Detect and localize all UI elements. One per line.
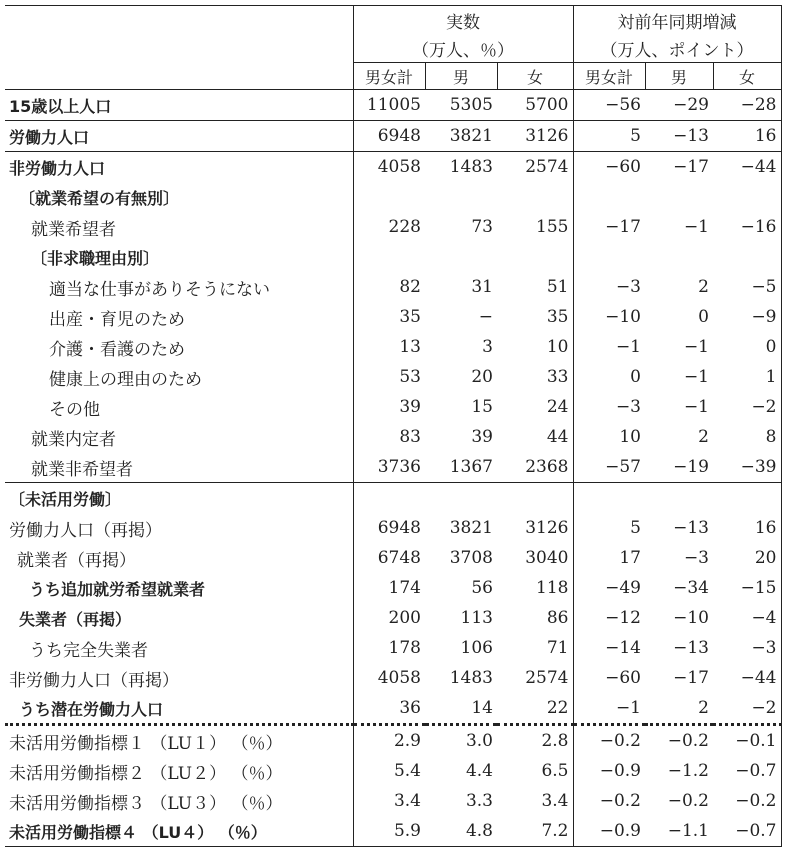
cell: −1 [573, 693, 645, 725]
cell: 118 [536, 578, 569, 598]
cell: 39 [399, 397, 421, 417]
cell: 2.9 [353, 725, 425, 757]
cell: −9 [713, 302, 781, 332]
cell: 2368 [497, 452, 573, 483]
cell: 2574 [525, 668, 569, 688]
cell: 35 [546, 307, 569, 327]
cell: 10 [546, 337, 569, 357]
cell: −13 [645, 121, 713, 152]
row-label: 就業者（再掲） [5, 543, 353, 573]
header-row-1 [5, 6, 781, 35]
cell: 3821 [425, 121, 497, 152]
cell: −0.9 [573, 816, 645, 847]
cell: −12 [573, 603, 645, 633]
cell: −0.2 [713, 786, 781, 816]
cell: 33 [546, 367, 569, 387]
row-label: 労働力人口（再掲） [5, 513, 353, 543]
row-label: 〔就業希望の有無別〕 [5, 182, 353, 212]
col-female: 女 [497, 63, 573, 90]
cell: −60 [573, 663, 645, 693]
cell: 53 [399, 367, 421, 387]
cell: −13 [673, 518, 709, 538]
cell: −19 [645, 452, 713, 483]
cell: −17 [673, 157, 709, 177]
cell: 4058 [377, 668, 421, 688]
cell: −10 [573, 302, 645, 332]
cell: 31 [471, 277, 493, 297]
row-label: 就業非希望者 [5, 452, 353, 483]
table-row [5, 332, 781, 362]
cell: 5.4 [393, 761, 421, 781]
table-row [5, 663, 781, 693]
cell: 8 [713, 422, 781, 452]
row-label: うち追加就労希望就業者 [5, 573, 353, 603]
cell: −1 [683, 337, 709, 357]
row-label: 適当な仕事がありそうにない [5, 272, 353, 302]
cell: 1483 [449, 668, 493, 688]
table-row [5, 302, 781, 332]
cell: 71 [546, 638, 569, 658]
row-label: 未活用労働指標４ （LU４） （％） [5, 816, 353, 847]
cell: −0.7 [713, 756, 781, 786]
cell: 83 [399, 427, 421, 447]
cell: −0.1 [713, 725, 781, 757]
cell: 36 [399, 698, 421, 718]
cell: 56 [471, 578, 493, 598]
cell: −44 [713, 663, 781, 693]
cell: −39 [713, 452, 781, 483]
header-subcols [5, 63, 781, 90]
cell: 6948 [377, 518, 421, 538]
cell: −1 [683, 397, 709, 417]
cell: −16 [713, 212, 781, 242]
row-label: 出産・育児のため [5, 302, 353, 332]
cell: −57 [573, 452, 645, 483]
table-row [5, 242, 781, 272]
cell: 16 [713, 513, 781, 543]
table-row [5, 152, 781, 183]
header-change-unit: （万人、ポイント） [573, 34, 781, 63]
table-row [5, 543, 781, 573]
cell: −28 [713, 90, 781, 121]
cell: −0.2 [573, 725, 645, 757]
row-label: 未活用労働指標１ （LU１） （％） [5, 725, 353, 757]
col-change-total: 男女計 [573, 63, 645, 90]
row-label: うち潜在労働力人口 [5, 693, 353, 725]
row-label: 未活用労働指標３ （LU３） （％） [5, 786, 353, 816]
col-male: 男 [425, 63, 497, 90]
cell: −0.2 [573, 786, 645, 816]
cell: 3736 [353, 452, 425, 483]
cell: 155 [536, 217, 569, 237]
cell: −0.7 [713, 816, 781, 847]
table-row [5, 212, 781, 242]
cell: 6948 [353, 121, 425, 152]
table-row [5, 573, 781, 603]
table-row [5, 392, 781, 422]
cell: 1367 [425, 452, 497, 483]
row-label: その他 [5, 392, 353, 422]
cell: 174 [388, 578, 421, 598]
cell: −3 [713, 633, 781, 663]
cell: 3.3 [465, 791, 493, 811]
cell: −1 [573, 332, 645, 362]
header-corner [5, 6, 353, 63]
cell: 3.4 [393, 791, 421, 811]
table-row [5, 483, 781, 514]
cell: 5700 [497, 90, 573, 121]
table-row [5, 362, 781, 392]
cell: 4.4 [465, 761, 493, 781]
cell: 3126 [525, 518, 569, 538]
cell: −1 [683, 217, 709, 237]
cell: −17 [673, 668, 709, 688]
row-label: 失業者（再掲） [5, 603, 353, 633]
header-change-title: 対前年同期増減 [573, 6, 781, 35]
cell: 7.2 [497, 816, 573, 847]
cell: −34 [673, 578, 709, 598]
row-label: 15歳以上人口 [5, 90, 353, 121]
header-blank [5, 63, 353, 90]
header-actual-unit: （万人、％） [412, 40, 514, 61]
row-label: 〔未活用労働〕 [5, 483, 353, 514]
cell: 0 [698, 307, 709, 327]
row-label: 介護・看護のため [5, 332, 353, 362]
labour-force-table [5, 5, 782, 847]
cell: 44 [546, 427, 569, 447]
cell: 3821 [449, 518, 493, 538]
row-label: うち完全失業者 [5, 633, 353, 663]
cell: 13 [399, 337, 421, 357]
cell: 2.8 [497, 725, 573, 757]
cell: 3 [482, 337, 493, 357]
cell: 106 [460, 638, 493, 658]
cell: 178 [388, 638, 421, 658]
cell: −44 [713, 152, 781, 183]
cell: 113 [460, 608, 493, 628]
cell: −2 [713, 392, 781, 422]
cell: 35 [399, 307, 421, 327]
row-label: 未活用労働指標２ （LU２） （％） [5, 756, 353, 786]
cell: 5.9 [353, 816, 425, 847]
cell: −0.2 [645, 725, 713, 757]
cell: 2 [698, 277, 709, 297]
table-row [5, 603, 781, 633]
cell: −1.2 [667, 761, 709, 781]
cell: 200 [388, 608, 421, 628]
cell: −2 [713, 693, 781, 725]
cell: 11005 [353, 90, 425, 121]
cell: −3 [683, 548, 709, 568]
table-row [5, 272, 781, 302]
cell: 6748 [377, 548, 421, 568]
row-label: 非労働力人口（再掲） [5, 663, 353, 693]
table-row [5, 513, 781, 543]
cell: 20 [713, 543, 781, 573]
cell: −56 [573, 90, 645, 121]
cell: 17 [573, 543, 645, 573]
table-row [5, 786, 781, 816]
table-row [5, 452, 781, 483]
cell: −10 [673, 608, 709, 628]
cell: −0.9 [573, 756, 645, 786]
row-label: 健康上の理由のため [5, 362, 353, 392]
row-label: 労働力人口 [5, 121, 353, 152]
cell: 39 [471, 427, 493, 447]
cell: −1 [683, 367, 709, 387]
cell: 20 [471, 367, 493, 387]
cell: 228 [388, 217, 421, 237]
cell: 4.8 [425, 816, 497, 847]
cell: −15 [713, 573, 781, 603]
cell: 3126 [497, 121, 573, 152]
cell: 73 [471, 217, 493, 237]
row-label: 〔非求職理由別〕 [5, 242, 353, 272]
cell: 86 [546, 608, 569, 628]
cell: − [478, 307, 493, 327]
cell: 51 [546, 277, 569, 297]
cell: −3 [573, 272, 645, 302]
cell: −3 [573, 392, 645, 422]
cell: −60 [573, 152, 645, 183]
cell: 6.5 [541, 761, 569, 781]
row-label: 就業希望者 [5, 212, 353, 242]
cell: −49 [573, 573, 645, 603]
cell: 2 [698, 698, 709, 718]
cell: 3.4 [541, 791, 569, 811]
cell: 3040 [525, 548, 569, 568]
cell: −0.2 [667, 791, 709, 811]
table-row [5, 816, 781, 847]
cell: 0 [573, 362, 645, 392]
cell: 3.0 [425, 725, 497, 757]
cell: 4058 [377, 157, 421, 177]
row-label: 非労働力人口 [5, 152, 353, 183]
table-row [5, 422, 781, 452]
table-row [5, 693, 781, 725]
cell: 0 [713, 332, 781, 362]
cell: 16 [713, 121, 781, 152]
cell: 5 [573, 121, 645, 152]
cell: 82 [399, 277, 421, 297]
cell: −17 [573, 212, 645, 242]
table-row [5, 121, 781, 152]
table-row [5, 90, 781, 121]
header-actual-title: 実数 [353, 6, 573, 35]
cell: 1483 [449, 157, 493, 177]
cell: 2574 [525, 157, 569, 177]
table-row [5, 725, 781, 757]
cell: −4 [713, 603, 781, 633]
cell: 5 [573, 513, 645, 543]
table-row [5, 182, 781, 212]
cell: 3708 [449, 548, 493, 568]
cell: 1 [713, 362, 781, 392]
cell: 22 [546, 698, 569, 718]
col-change-female: 女 [713, 63, 781, 90]
cell: −14 [573, 633, 645, 663]
cell: −29 [645, 90, 713, 121]
cell: 5305 [425, 90, 497, 121]
cell: 10 [573, 422, 645, 452]
cell: 2 [698, 427, 709, 447]
cell: 15 [471, 397, 493, 417]
cell: 24 [546, 397, 569, 417]
col-change-male: 男 [645, 63, 713, 90]
cell: −13 [673, 638, 709, 658]
table-row [5, 756, 781, 786]
cell: −1.1 [645, 816, 713, 847]
col-total: 男女計 [353, 63, 425, 90]
row-label: 就業内定者 [5, 422, 353, 452]
cell: −5 [713, 272, 781, 302]
cell: 14 [471, 698, 493, 718]
table-row [5, 633, 781, 663]
